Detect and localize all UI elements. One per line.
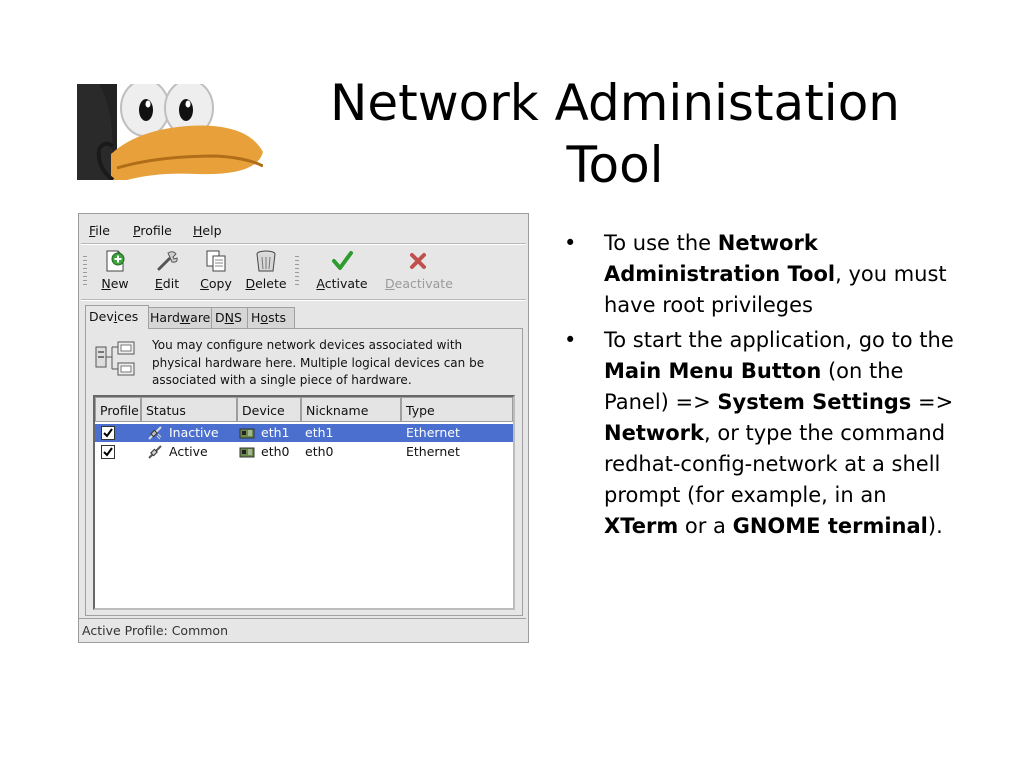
column-header-profile[interactable]: Profile [95,397,141,422]
network-configuration-window [78,213,529,643]
status-cell: Inactive [169,425,219,440]
bullet-list [564,228,954,546]
check-icon [329,248,355,274]
type-cell: Ethernet [406,444,460,459]
tab-dns[interactable]: DNS [211,307,248,328]
slide-title-line-1: Network Administation [330,74,900,132]
menu-help[interactable]: Help [193,223,222,238]
toolbar [79,244,528,299]
nickname-cell: eth1 [305,425,334,440]
tab-devices[interactable]: Devices [85,305,149,329]
column-header-status[interactable]: Status [141,397,237,422]
new-icon [102,248,128,274]
device-row-eth1[interactable] [95,424,513,442]
bullet-marker: • [564,328,577,352]
slide-title-line-2: Tool [566,136,664,194]
network-devices-icon [94,341,138,377]
toolbar-grip-left[interactable] [83,256,87,286]
penguin-mascot-logo [77,84,263,180]
device-row-eth0[interactable] [95,443,513,461]
toolbar-grip-middle[interactable] [295,256,299,286]
profile-checkbox[interactable] [101,445,115,459]
wrench-icon [154,248,180,274]
column-header-device[interactable]: Device [237,397,301,422]
edit-button[interactable]: Edit [152,248,182,291]
type-cell: Ethernet [406,425,460,440]
active-profile-status: Active Profile: Common [82,623,228,638]
delete-button[interactable]: Delete [245,248,287,291]
profile-checkbox[interactable] [101,426,115,440]
status-cell: Active [169,444,208,459]
copy-icon [203,248,229,274]
nickname-cell: eth0 [305,444,334,459]
copy-button[interactable]: Copy [198,248,234,291]
ethernet-card-icon [239,425,255,441]
x-icon [405,248,431,274]
slide-title [300,72,930,196]
devices-list[interactable] [93,395,515,610]
devices-panel [85,328,523,616]
new-button[interactable]: New [100,248,130,291]
ethernet-card-icon [239,444,255,460]
tab-hardware[interactable]: Hardware [146,307,212,328]
tab-hosts[interactable]: Hosts [247,307,295,328]
connected-plug-icon [147,444,163,460]
column-header-nickname[interactable]: Nickname [301,397,401,422]
disconnected-plug-icon [147,425,163,441]
device-cell: eth0 [261,444,290,459]
toolbar-divider [81,299,526,301]
status-bar [79,618,526,641]
bullet-marker: • [564,231,577,255]
deactivate-button[interactable]: Deactivate [385,248,451,291]
devices-info-text: You may configure network devices associated with physical hardware here. Multiple logical devices can be associated with a single piece of hardware. [152,338,485,387]
menu-profile[interactable]: Profile [133,223,172,238]
bullet-item-root-privileges: • To use the Network Administration Tool, you must have root privileges [564,228,954,321]
trash-icon [253,248,279,274]
column-header-type[interactable]: Type [401,397,513,422]
menu-bar [79,214,528,244]
device-cell: eth1 [261,425,290,440]
bullet-item-start-application: • To start the application, go to the Main Menu Button (on the Panel) => System Settings => Network, or type the command redhat-config-network at a shell prompt (for example, in an XTerm or a GNOME terminal). [564,325,954,542]
activate-button[interactable]: Activate [315,248,369,291]
menu-file[interactable]: File [89,223,110,238]
